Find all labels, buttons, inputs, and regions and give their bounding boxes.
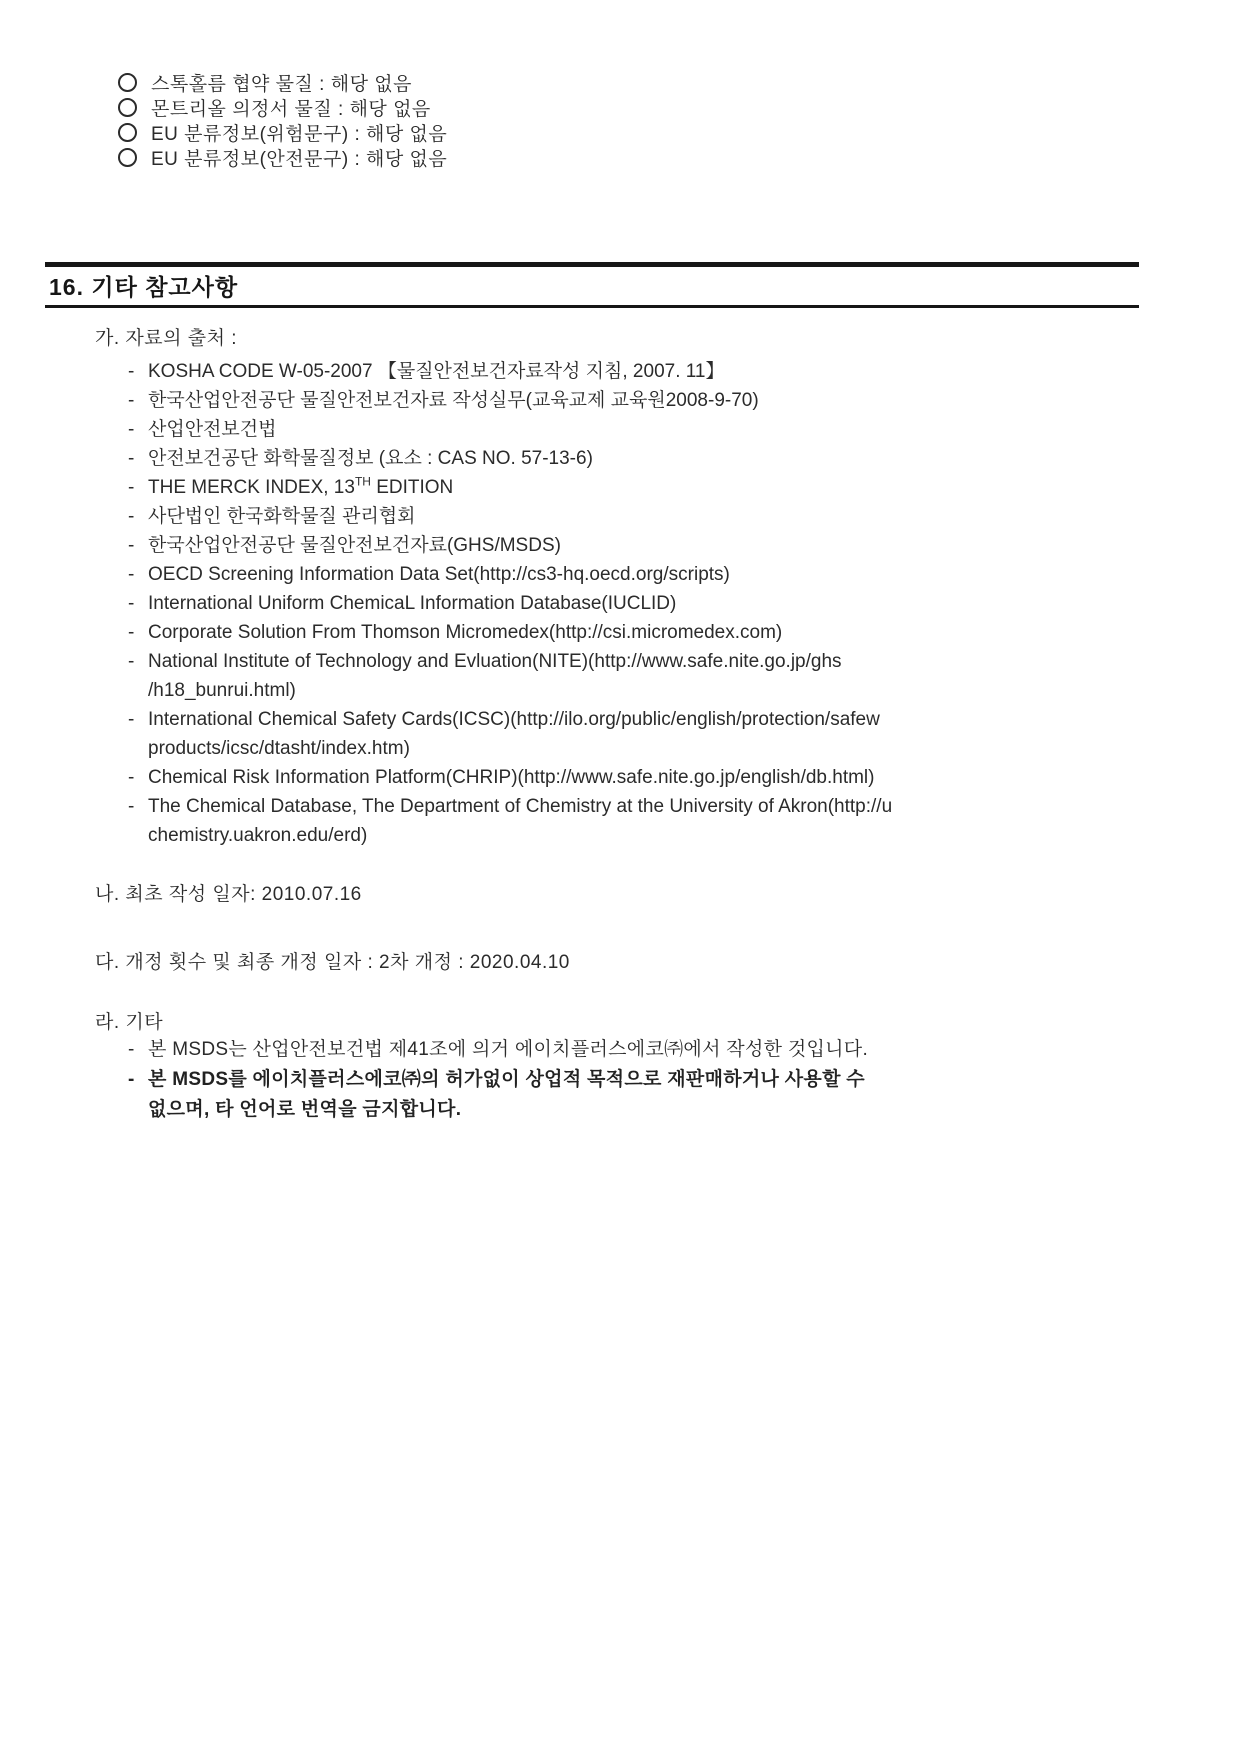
source-text <box>148 560 730 589</box>
source-text <box>148 618 782 647</box>
source-text-pre: National Institute of Technology and Evluation(NITE)(http://www.safe.nite.go.jp/ghs <box>148 651 842 672</box>
source-text-pre: 한국산업안전공단 물질안전보건자료(GHS/MSDS) <box>148 535 561 556</box>
etc-line-text: 본 MSDS는 산업안전보건법 제41조에 의거 에이치플러스에코㈜에서 작성한 것입니다. <box>148 1039 869 1060</box>
dash-bullet <box>128 1099 148 1121</box>
source-text-pre: /h18_bunrui.html) <box>148 680 296 701</box>
regulatory-item-label: EU 분류정보(위험문구) : 해당 없음 <box>151 124 448 145</box>
etc-line <box>128 1069 1240 1091</box>
dash-bullet: - <box>128 361 135 382</box>
dash-bullet: - <box>128 593 135 614</box>
source-text <box>148 792 892 821</box>
dash-bullet: - <box>128 419 135 440</box>
section-title: 16. 기타 참고사항 <box>49 274 239 300</box>
dash-bullet: - <box>128 767 135 788</box>
source-text-pre: 한국산업안전공단 물질안전보건자료 작성실무(교육교제 교육원2008-9-70) <box>148 390 759 411</box>
source-line <box>128 821 1240 850</box>
source-text-pre: International Chemical Safety Cards(ICSC)(http://ilo.org/public/english/protection/safew <box>148 709 880 730</box>
source-line <box>128 792 1240 821</box>
etc-line <box>128 1039 1240 1061</box>
sources-block <box>95 328 1240 850</box>
source-text-pre: KOSHA CODE W-05-2007 【물질안전보건자료작성 지침, 2007. 11】 <box>148 361 725 382</box>
regulatory-item <box>118 70 447 95</box>
source-text-pre: 산업안전보건법 <box>148 419 277 440</box>
source-text <box>148 502 416 531</box>
source-line <box>128 676 1240 705</box>
dash-bullet: - <box>128 448 135 469</box>
source-text <box>148 531 561 560</box>
dash-bullet: - <box>128 1069 135 1090</box>
source-text <box>148 473 453 502</box>
circle-bullet-icon <box>118 98 137 117</box>
source-line <box>128 734 1240 763</box>
source-text <box>148 357 724 386</box>
etc-list <box>128 1039 1240 1121</box>
source-line <box>128 705 1240 734</box>
source-text <box>148 647 842 676</box>
source-text-pre: OECD Screening Information Data Set(http://cs3-hq.oecd.org/scripts) <box>148 564 730 585</box>
source-line <box>128 415 1240 444</box>
etc-heading: 라. 기타 <box>95 1012 164 1033</box>
source-text-pre: Corporate Solution From Thomson Micromedex(http://csi.micromedex.com) <box>148 622 783 643</box>
sources-list <box>128 357 1240 850</box>
dash-bullet: - <box>128 622 135 643</box>
source-line <box>128 357 1240 386</box>
etc-line-text: 없으며, 타 언어로 번역을 금지합니다. <box>148 1099 462 1120</box>
source-line <box>128 444 1240 473</box>
source-text <box>148 763 874 792</box>
dash-bullet <box>128 676 148 705</box>
source-text <box>148 734 410 763</box>
regulatory-item <box>118 145 447 170</box>
etc-line <box>128 1099 1240 1121</box>
source-text <box>148 821 367 850</box>
regulatory-list <box>118 70 447 170</box>
source-line <box>128 386 1240 415</box>
source-line <box>128 763 1240 792</box>
source-text <box>148 676 296 705</box>
source-text-pre: International Uniform ChemicaL Information Database(IUCLID) <box>148 593 677 614</box>
dash-bullet: - <box>128 390 135 411</box>
dash-bullet: - <box>128 477 135 498</box>
source-text-pre: products/icsc/dtasht/index.htm) <box>148 738 410 759</box>
source-text <box>148 415 276 444</box>
source-line <box>128 531 1240 560</box>
source-text-pre: Chemical Risk Information Platform(CHRIP)(http://www.safe.nite.go.jp/english/db.html) <box>148 767 875 788</box>
etc-block <box>95 1012 1240 1129</box>
dash-bullet <box>128 821 148 850</box>
source-text <box>148 444 593 473</box>
source-line <box>128 589 1240 618</box>
source-line <box>128 618 1240 647</box>
source-line <box>128 647 1240 676</box>
source-line <box>128 502 1240 531</box>
circle-bullet-icon <box>118 73 137 92</box>
source-text-post: EDITION <box>370 477 454 498</box>
source-text-pre: 사단법인 한국화학물질 관리협회 <box>148 506 416 527</box>
regulatory-item <box>118 120 447 145</box>
section-header <box>45 262 1139 308</box>
dash-bullet: - <box>128 796 135 817</box>
sources-heading: 가. 자료의 출처 : <box>95 328 238 349</box>
regulatory-item-label: EU 분류정보(안전문구) : 해당 없음 <box>151 149 448 170</box>
dash-bullet: - <box>128 506 135 527</box>
source-line <box>128 473 1240 502</box>
etc-line-text: 본 MSDS를 에이치플러스에코㈜의 허가없이 상업적 목적으로 재판매하거나 사용할 수 <box>148 1069 865 1090</box>
source-text-pre: THE MERCK INDEX, 13 <box>148 477 355 498</box>
source-text-pre: 안전보건공단 화학물질정보 (요소 : CAS NO. 57-13-6) <box>148 448 593 469</box>
source-text-pre: chemistry.uakron.edu/erd) <box>148 825 368 846</box>
regulatory-item-label: 몬트리올 의정서 물질 : 해당 없음 <box>151 99 431 120</box>
source-text <box>148 386 759 415</box>
regulatory-item-label: 스톡홀름 협약 물질 : 해당 없음 <box>151 74 412 95</box>
source-text <box>148 705 880 734</box>
revision-info: 다. 개정 횟수 및 최종 개정 일자 : 2차 개정 : 2020.04.10 <box>95 952 570 973</box>
circle-bullet-icon <box>118 123 137 142</box>
dash-bullet: - <box>128 1039 135 1060</box>
dash-bullet: - <box>128 564 135 585</box>
dash-bullet <box>128 734 148 763</box>
circle-bullet-icon <box>118 148 137 167</box>
regulatory-item <box>118 95 447 120</box>
dash-bullet: - <box>128 651 135 672</box>
superscript: TH <box>354 474 371 489</box>
dash-bullet: - <box>128 709 135 730</box>
source-line <box>128 560 1240 589</box>
source-text-pre: The Chemical Database, The Department of Chemistry at the University of Akron(http://u <box>148 796 893 817</box>
dash-bullet: - <box>128 535 135 556</box>
first-issue-date: 나. 최초 작성 일자: 2010.07.16 <box>95 884 362 905</box>
source-text <box>148 589 676 618</box>
